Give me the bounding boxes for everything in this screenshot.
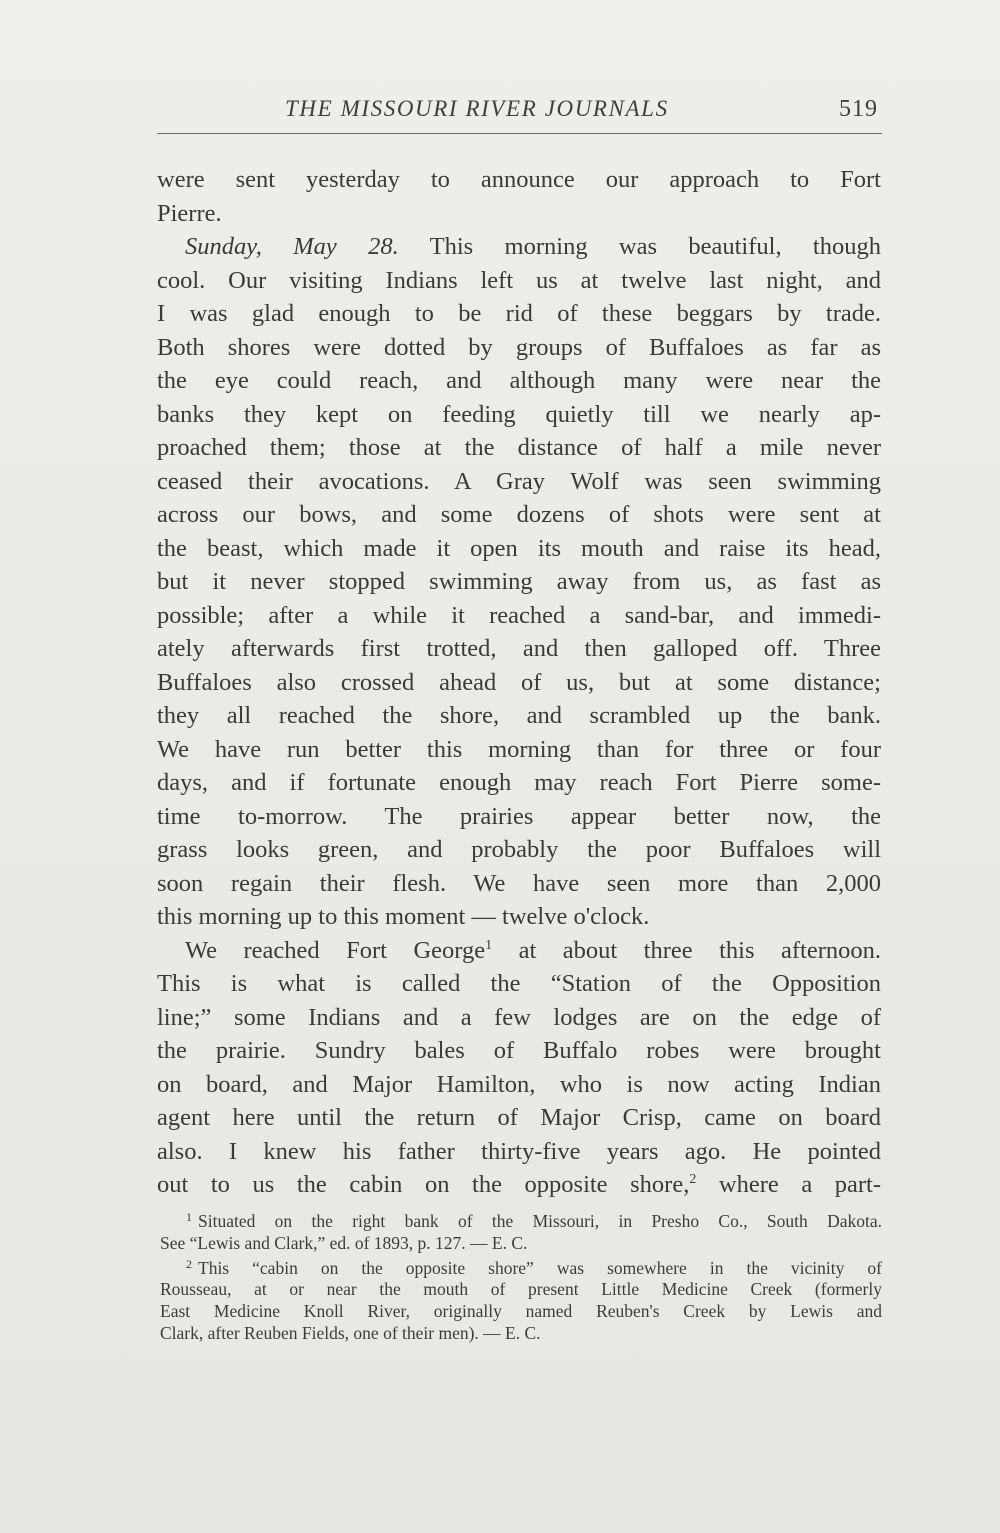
text-span: We reached Fort George xyxy=(185,936,486,964)
text-line: grass looks green, and probably the poor Buffaloes will xyxy=(157,836,881,863)
text-line: Pierre. xyxy=(157,199,222,227)
footnote-number: 2 xyxy=(186,1256,192,1271)
entry-date: Sunday, May 28. xyxy=(185,233,399,260)
text-line: Both shores were dotted by groups of Buffaloes as far as xyxy=(157,333,881,361)
text-line: ceased their avocations. A Gray Wolf was seen swimming xyxy=(157,467,881,495)
running-head xyxy=(157,96,882,136)
text-line: on board, and Major Hamilton, who is now acting Indian xyxy=(157,1070,881,1098)
text-line xyxy=(157,230,881,264)
text-line: the beast, which made it open its mouth and raise its head, xyxy=(157,534,881,562)
text-line: cool. Our visiting Indians left us at twelve last night, and xyxy=(157,266,881,294)
text-line: but it never stopped swimming away from us, as fast as xyxy=(157,568,881,595)
text-span: out to us the cabin on the opposite shore, xyxy=(157,1171,690,1198)
text-line xyxy=(157,934,881,968)
text-span: This “cabin on the opposite shore” was somewhere in the vicinity of xyxy=(198,1257,882,1278)
footnote-line: Clark, after Reuben Fields, one of their men). — E. C. xyxy=(160,1322,541,1343)
text-line: possible; after a while it reached a sand-bar, and immedi- xyxy=(157,601,881,629)
footnote-ref: 1 xyxy=(485,937,493,953)
text-line: We have run better this morning than for three or four xyxy=(157,735,881,763)
text-line: the eye could reach, and although many were near the xyxy=(157,367,881,394)
text-line: banks they kept on feeding quietly till we nearly ap- xyxy=(157,400,881,428)
text-line: days, and if fortunate enough may reach Fort Pierre some- xyxy=(157,769,881,796)
text-line: This is what is called the “Station of the Opposition xyxy=(157,970,881,997)
text-line: soon regain their flesh. We have seen more than 2,000 xyxy=(157,869,881,897)
text-line: agent here until the return of Major Crisp, came on board xyxy=(157,1104,881,1131)
footnote-number: 1 xyxy=(186,1210,192,1224)
footnote-line: Rousseau, at or near the mouth of present Little Medicine Creek (formerly xyxy=(160,1279,882,1300)
text-span: at about three this afternoon. xyxy=(518,936,881,964)
text-line: proached them; those at the distance of half a mile never xyxy=(157,434,881,461)
running-title: THE MISSOURI RIVER JOURNALS xyxy=(285,96,669,121)
text-line: line;” some Indians and a few lodges are on the edge of xyxy=(157,1003,881,1031)
footnote-line: East Medicine Knoll River, originally named Reuben's Creek by Lewis and xyxy=(160,1301,882,1322)
text-line: across our bows, and some dozens of shots were sent at xyxy=(157,501,881,528)
text-line: also. I knew his father thirty-five years ago. He pointed xyxy=(157,1137,881,1165)
text-line: they all reached the shore, and scrambled up the bank. xyxy=(157,702,881,729)
text-line: this morning up to this moment — twelve o'clock. xyxy=(157,903,650,930)
header-rule xyxy=(157,133,882,134)
footnotes xyxy=(160,1211,882,1345)
text-line xyxy=(157,1168,881,1202)
text-line: were sent yesterday to announce our approach to Fort xyxy=(157,166,881,193)
page-number: 519 xyxy=(839,96,878,122)
text-span: This morning was beautiful, though xyxy=(429,233,881,260)
text-line: the prairie. Sundry bales of Buffalo robes were brought xyxy=(157,1037,881,1064)
text-span: where a part- xyxy=(718,1171,882,1198)
text-span: Situated on the right bank of the Missouri, in Presho Co., South Dakota. xyxy=(198,1211,882,1231)
text-line: I was glad enough to be rid of these beggars by trade. xyxy=(157,300,881,327)
footnote-line xyxy=(160,1258,882,1280)
text-line: ately afterwards first trotted, and then galloped off. Three xyxy=(157,635,881,662)
body-text xyxy=(157,163,881,1202)
footnote-ref: 2 xyxy=(689,1172,697,1187)
footnote-line: See “Lewis and Clark,” ed. of 1893, p. 127. — E. C. xyxy=(160,1232,528,1253)
footnote-line xyxy=(160,1211,882,1233)
text-line: time to-morrow. The prairies appear better now, the xyxy=(157,802,881,830)
text-line: Buffaloes also crossed ahead of us, but at some distance; xyxy=(157,668,881,696)
